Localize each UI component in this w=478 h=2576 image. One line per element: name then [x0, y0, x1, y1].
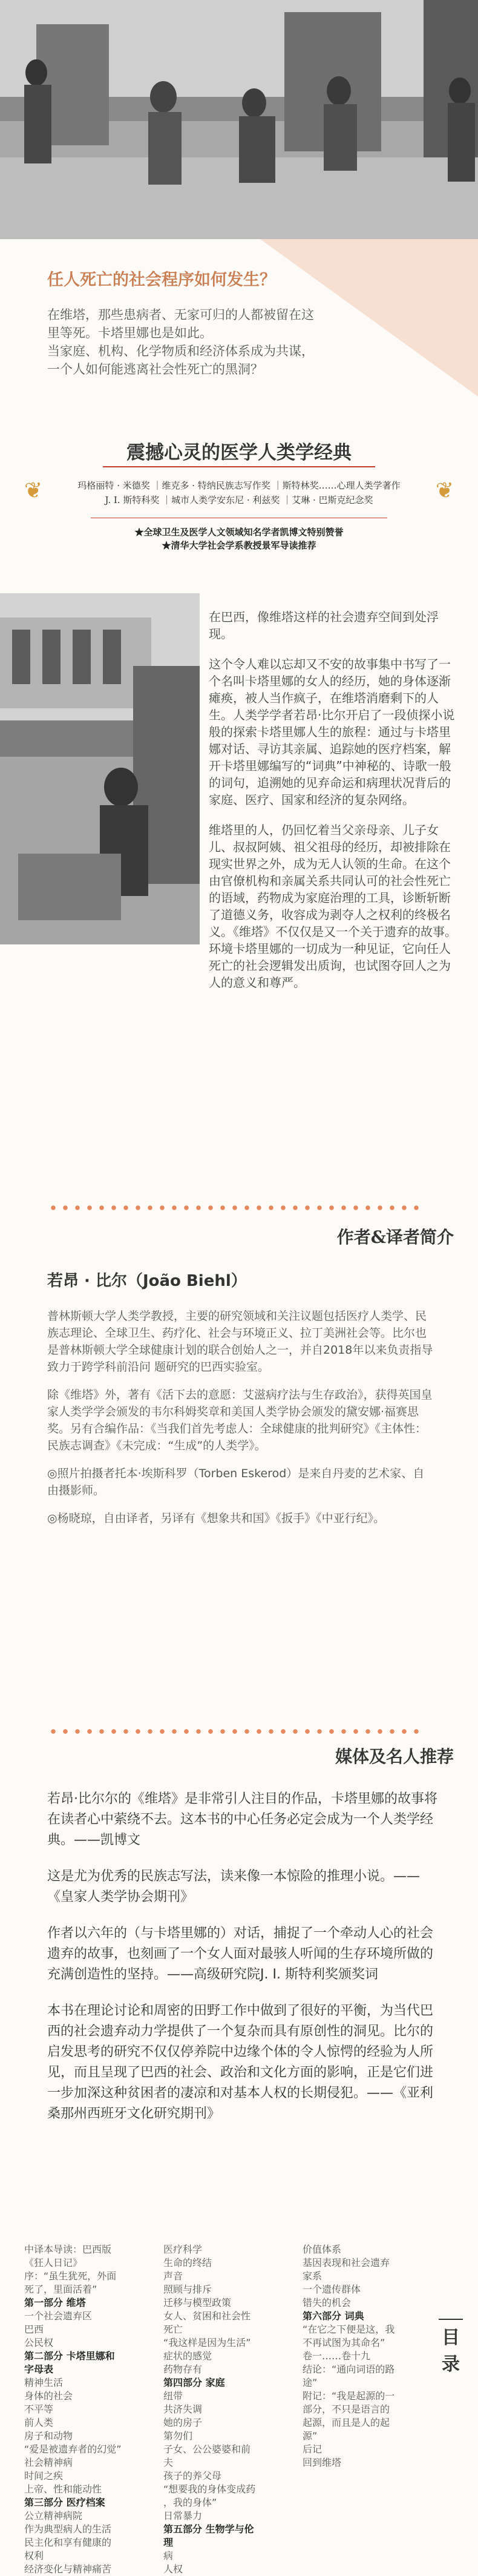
author-name: 若昂 · 比尔（João Biehl） — [47, 1272, 247, 1290]
hero-question: 任人死亡的社会程序如何发生？ — [47, 271, 276, 289]
description-paragraph: 这个令人难以忘却又不安的故事集中书写了一个名叫卡塔里娜的女人的经历，她的身体逐渐瘫痪，被人当作疯子，在维塔消磨剩下的人生。人类学学者若昂·比尔开启了一段侦探小说般的探索卡塔里娜人生的旅程：通过与卡塔里娜对话、寻访其亲属、追踪她的医疗档案，解开卡塔里娜编写的“词典”中神秘的、诗歌一般的词句，追溯她的见弃命运和病理状况背后的家庭、医疗、国家和经济的复杂网络。 — [209, 657, 455, 807]
toc-entry: 附记：“我是起源的一 — [303, 2390, 395, 2402]
classic-title: 震撼心灵的医学人类学经典 — [126, 442, 352, 464]
toc-entry: 共济失调 — [163, 2403, 203, 2415]
intro-line: 一个人如何能逃离社会性死亡的黑洞？ — [47, 362, 263, 377]
toc-column — [303, 2243, 395, 2469]
description-text — [209, 608, 457, 1004]
toc-entry: 公民权 — [24, 2337, 54, 2348]
toc-column — [24, 2243, 122, 2576]
toc-entry: 第勿们 — [163, 2430, 193, 2442]
toc-entry: 《狂人日记》 — [24, 2257, 83, 2268]
toc-entry: 药物存有 — [163, 2364, 203, 2375]
toc-entry: 序：“虽生犹死，外面 — [24, 2270, 117, 2282]
toc-entry: “在它之下便是这，我 — [303, 2324, 395, 2335]
review-paragraph: 这是尤为优秀的民族志写法，读来像一本惊险的推理小说。——《皇家人类学协会期刊》 — [47, 1869, 421, 1905]
toc-entry: ，我的身体” — [163, 2497, 217, 2508]
recommendations — [0, 525, 478, 552]
toc-entry: 卷一……卷十九 — [303, 2350, 371, 2362]
toc-entry: 孩子的养父母 — [163, 2470, 222, 2482]
bio-paragraph: 除《维塔》外，著有《活下去的意愿：艾滋病疗法与生存政治》，获得英国皇家人类学学会颁发的韦尔科姆奖章和美国人类学协会颁发的黛安娜·福赛思奖。另有合编作品：《当我们首先考虑人：全球健康的批判研究》《主体性：民族志调查》《未完成：“生成”的人类学》。 — [47, 1388, 433, 1452]
toc-entry: 错失的机会 — [303, 2297, 352, 2308]
intro-line: 当家庭、机构、化学物质和经济体系成为共谋， — [47, 344, 314, 358]
toc-entry: “我这样是因为生活” — [163, 2337, 251, 2348]
dotted-divider — [47, 1728, 422, 1734]
toc-entry: 病 — [163, 2550, 174, 2561]
bio-paragraph: ◎照片拍摄者托本·埃斯科罗（Torben Eskerod）是来自丹麦的艺术家、自由摄影师。 — [47, 1467, 425, 1497]
toc-entry: 途” — [303, 2377, 318, 2388]
toc-entry: 后记 — [303, 2443, 322, 2455]
toc-entry: 经济变化与精神痛苦 — [24, 2563, 112, 2575]
recommend-line: ★清华大学社会学系教授景军导读推荐 — [162, 540, 316, 551]
toc-entry: 前人类 — [24, 2417, 54, 2428]
toc-entry: 社会精神病 — [24, 2457, 73, 2468]
toc-part-heading: 第二部分 卡塔里娜和 — [24, 2350, 115, 2362]
bio-paragraph: 普林斯顿大学人类学教授，主要的研究领域和关注议题包括医疗人类学、民族志理论、全球卫生、药疗化、社会与环境正义、拉丁美洲社会等。比尔也是普林斯顿大学全球健康计划的联合创始人之一，并自2018年以来负责指导致力于跨学科前沿问 题研究的巴西实验室。 — [47, 1309, 433, 1374]
toc-entry: 基因表现和社会遗弃 — [303, 2257, 390, 2268]
toc-part-heading: 第一部分 维塔 — [24, 2297, 86, 2308]
toc-entry: 部分，不只是语言的 — [303, 2403, 390, 2415]
toc-part-heading: 理 — [163, 2537, 174, 2548]
toc-entry: 生命的终结 — [163, 2257, 212, 2268]
toc-entry: 时间之疾 — [24, 2470, 64, 2482]
review-paragraph: 本书在理论讨论和周密的田野工作中做到了很好的平衡，为当代巴西的社会遗弃动力学提供了一个复杂而具有原创性的洞见。比尔的启发思考的研究不仅仅停养院中边缘个体的令人惊愕的经验为人所见，而且呈现了巴西的社会、政治和文化方面的影响，正是它们进一步加深这种贫困者的凄凉和对基本人权的长期侵犯。——《亚利桑那州西班牙文化研究期刊》 — [47, 2003, 434, 2121]
toc-entry: 结论：“通向词语的路 — [303, 2364, 395, 2375]
toc-entry: 子女、公公婆婆和前 — [163, 2443, 251, 2455]
toc-entry: 夫 — [163, 2457, 174, 2468]
bio-paragraph: ◎杨晓琼，自由译者，另译有《想象共和国》《扳手》《中亚行纪》。 — [47, 1512, 385, 1525]
toc-entry: 医疗科学 — [163, 2244, 203, 2255]
toc-title: 目录 — [442, 2327, 460, 2375]
awards-list — [64, 478, 414, 507]
toc-entry: 家系 — [303, 2270, 322, 2282]
toc-entry: 迁移与模型政策 — [163, 2297, 232, 2308]
title-underline — [103, 466, 375, 467]
toc-entry: 女人、贫困和社会性 — [163, 2310, 251, 2322]
description-paragraph: 维塔里的人，仍回忆着当父亲母亲、儿子女儿、叔叔阿姨、祖父祖母的经历，却被排除在现实世界之外，成为无人认领的生命。在这个由官僚机构和亲属关系共同认可的社会性死亡的语域，药物成为家庭治理的工具，诊断斩断了道德义务，收容成为剥夺人之权利的终极名义。《维塔》不仅仅是又一个关于遗弃的故事。环境卡塔里娜的一切成为一种见证，它向任人死亡的社会逻辑发出质询，也试图夺回人之为人的意义和尊严。 — [209, 823, 457, 990]
toc-entry: 症状的感觉 — [163, 2350, 212, 2362]
toc-entry: 回到维塔 — [303, 2457, 342, 2468]
toc-entry: “想要我的身体变成药 — [163, 2483, 256, 2495]
toc-entry: 巴西 — [24, 2324, 44, 2335]
toc-entry: 中译本导读：巴西版 — [24, 2244, 112, 2255]
toc-entry: 不再试图为其命名” — [303, 2337, 385, 2348]
toc-entry: “爱是被遗弃者的幻觉” — [24, 2443, 122, 2455]
toc-entry: 日常暴力 — [163, 2510, 203, 2522]
toc-entry: 死亡 — [163, 2324, 183, 2335]
recommend-line: ★全球卫生及医学人文领域知名学者凯博文特别赞誉 — [134, 527, 344, 538]
toc-entry: 身体的社会 — [24, 2390, 73, 2402]
intro-text — [47, 306, 386, 378]
review-paragraph: 作者以六年的（与卡塔里娜的）对话，捕捉了一个牵动人心的社会遗弃的故事，也刻画了一个女人面对最骇人听闻的生存环境所做的充满创造性的坚持。——高级研究院J. I. 斯特利奖颁奖词 — [47, 1926, 434, 1982]
toc-entry: 纽带 — [163, 2390, 183, 2402]
toc-entry: 房子和动物 — [24, 2430, 73, 2442]
toc-entry: 民主化和享有健康的 — [24, 2537, 112, 2548]
laurel-left-icon: ❦ — [24, 478, 43, 503]
review-paragraph: 若昂·比尔尔的《维塔》是非常引人注目的作品，卡塔里娜的故事将在读者心中萦绕不去。这本书的中心任务必定会成为一个人类学经典。——凯博文 — [47, 1791, 437, 1848]
toc-entry: 源” — [303, 2430, 318, 2442]
toc-title-rule — [439, 2240, 463, 2320]
toc-entry: 死了，里面活着” — [24, 2284, 97, 2295]
toc-part-heading: 字母表 — [24, 2364, 54, 2375]
toc-entry: 一个社会遗弃区 — [24, 2310, 93, 2322]
toc-entry: 不平等 — [24, 2403, 54, 2415]
toc-part-heading: 第四部分 家庭 — [163, 2377, 225, 2388]
toc-entry: 价值体系 — [303, 2244, 342, 2255]
laurel-right-icon: ❦ — [435, 478, 454, 503]
toc-entry: 权利 — [24, 2550, 44, 2561]
awards-line: J. I. 斯特科奖 ｜城市人类学安东尼 · 利兹奖 ｜艾琳 · 巴斯克纪念奖 — [105, 495, 373, 506]
street-photo — [0, 593, 200, 944]
author-section-title: 作者&译者简介 — [336, 1227, 454, 1247]
author-bio — [47, 1308, 434, 1538]
toc-entry: 精神生活 — [24, 2377, 64, 2388]
toc-part-heading: 第五部分 生物学与伦 — [163, 2523, 254, 2535]
toc-entry: 她的房子 — [163, 2417, 203, 2428]
dotted-divider — [47, 1205, 422, 1211]
description-paragraph: 在巴西，像维塔这样的社会遗弃空间到处浮现。 — [209, 610, 439, 641]
toc-entry: 声音 — [163, 2270, 183, 2282]
intro-line: 里等死。卡塔里娜也是如此。 — [47, 326, 212, 340]
awards-line: 玛格丽特 · 米德奖 ｜维克多 · 特纳民族志写作奖 ｜斯特林奖……心理人类学著作 — [77, 480, 401, 491]
toc-entry: 上帝、性和能动性 — [24, 2483, 102, 2495]
toc-entry: 一个遗传群体 — [303, 2284, 361, 2295]
toc-part-heading: 第三部分 医疗档案 — [24, 2497, 105, 2508]
toc-part-heading: 第六部分 词典 — [303, 2310, 364, 2322]
toc-entry: 公立精神病院 — [24, 2510, 83, 2522]
media-section-title: 媒体及名人推荐 — [335, 1747, 454, 1767]
media-reviews — [47, 1789, 440, 2140]
toc-column — [163, 2243, 255, 2576]
toc-entry: 照顾与排斥 — [163, 2284, 212, 2295]
toc-entry: 人权 — [163, 2563, 183, 2575]
toc-entry: 起源，而且是人的起 — [303, 2417, 390, 2428]
intro-line: 在维塔，那些患病者、无家可归的人都被留在这 — [47, 308, 314, 322]
toc-entry: 作为典型病人的生活 — [24, 2523, 112, 2535]
hero-photo — [0, 0, 478, 239]
